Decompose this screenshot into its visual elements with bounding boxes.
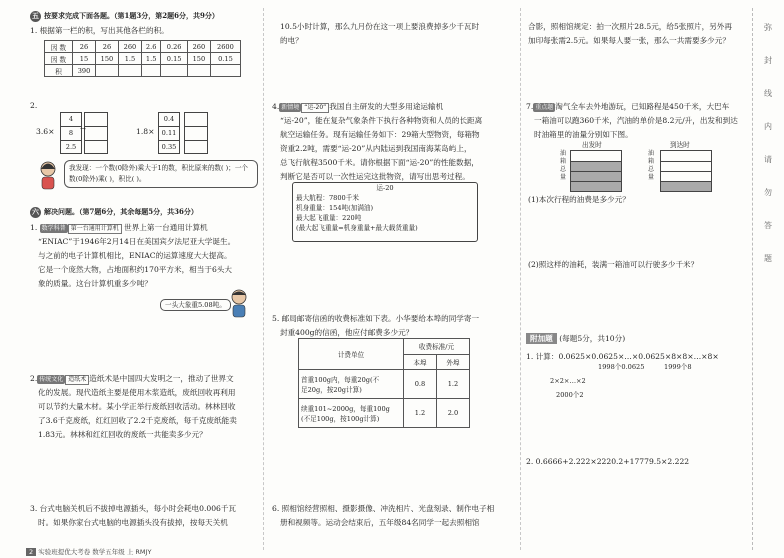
q7-text: 一箱油可以跑360千米，汽油的单价是8.2元/升，出发和到达 [534,116,738,125]
fee-table [298,338,470,428]
q1b-text: “ENIAC”于1946年2月14日在美国宾夕法尼亚大学诞生。 [38,237,236,246]
q2b-text: 1.83元。林林和红红回收的废纸一共能卖多少元？ [38,430,207,439]
seal-char: 勿 [764,188,772,197]
right-top-text: 加印每张需2.5元。如果每人要一张，那么一共需要多少元？ [528,36,730,45]
q4-text: 总飞行航程3500千米。请你根据下面“运-20”的性能数据， [280,158,479,167]
q2b-text: 造纸术是中国四大发明之一，推动了世界文 [89,374,234,383]
right-top-text: 合影，照相馆规定：拍一次照片28.5元，给5张照片，另外再 [528,22,732,31]
q2-right-inputs [158,112,180,154]
table-cell: 15 [73,53,96,65]
mid-top-text: 10.5小时计算，那么九月份在这一项上要浪费掉多少千瓦时 [280,22,480,31]
fee-row2-label1: 续重101~2000g，每重100g [301,405,390,413]
tank-start-label: 出发时 [582,141,602,149]
section5-header [30,9,260,22]
tag-yun20: “运-20” [301,103,329,113]
table-cell: 积 [45,65,73,77]
fee-row1-label [299,370,404,399]
q2-right-answer[interactable] [184,112,208,154]
section5-number: 五 [32,12,39,20]
fee-row1-v2: 1.2 [436,370,469,399]
answer-cell[interactable] [187,65,210,77]
fee-row2-label2: (不足100g，按100g计算) [301,415,380,423]
seal-char: 封 [764,56,772,65]
bonus-title: 附加题 [526,333,557,344]
fee-col-local: 本埠 [404,354,437,370]
table-cell: 0.15 [210,53,240,65]
q5-text: 5. 邮局邮寄信函的收费标准如下表。小华要给本埠的同学寄一 [272,314,480,323]
q2b-text: 化的发展。现代造纸主要是使用木浆造纸，废纸回收再利用 [38,388,236,397]
q4-line1 [272,100,520,113]
q4-text: 判断它是否可以一次性运完这批物资，请写出思考过程。 [280,172,470,181]
table-row [299,339,470,355]
tank-label-right: 油箱总量 [648,150,655,181]
section6-number: 六 [32,208,39,216]
seal-line [752,8,753,550]
table-cell: 1.5 [141,53,160,65]
seal-text [764,22,774,286]
tag-first-computer: 第一台通用计算机 [68,224,122,234]
q2b-line1 [30,372,260,385]
table-cell: 260 [187,41,210,53]
left-column [0,0,262,558]
fee-row1-label2: 足20g，按20g计算) [301,386,362,394]
q7-sub2: (2)照这样的油耗，装满一箱油可以行驶多少千米？ [528,260,699,269]
spec-line: (最大起飞重量=机身重量+最大载货重量) [296,224,418,232]
page-number: 2 [26,548,36,556]
q4-text: 我国自主研发的大型多用途运输机 [329,102,444,111]
tank-label-left: 油箱总量 [560,150,567,181]
spec-line: 最大起飞重量：220吨 [296,214,362,222]
q2-left-answer[interactable] [84,112,108,154]
boy-avatar [228,288,250,318]
fee-row2-label [299,399,404,428]
fuel-tank-end [660,150,712,192]
table-row [45,41,241,53]
table-cell: 390 [73,65,96,77]
q3b-text: 时。如果你家台式电脑的电源插头没有拔掉，按每天关机 [38,518,228,527]
q2b-number: 2. [30,374,38,383]
answer-cell[interactable] [161,65,188,77]
bonus-q2: 2. 0.6666+2.222×2220.2+17779.5×2.222 [526,457,690,466]
q4-text: 资重2.2吨，需要“运-20”从内陆运到我国南海某岛屿上， [280,144,472,153]
bonus-desc: (每题5分，共10分) [559,334,626,343]
table-cell: 因 数 [45,53,73,65]
fee-row2-v1: 1.2 [404,399,437,428]
table-row [299,370,470,399]
fee-row2-v2: 2.0 [436,399,469,428]
column-divider [520,8,521,550]
table-cell: 因 数 [45,41,73,53]
q1b-text: 与之前的电子计算机相比，ENIAC的运算速度大大提高。 [38,251,232,260]
q2-left-val: 8 [61,127,81,141]
girl-avatar [36,160,60,190]
fee-header-left: 计费单位 [299,339,404,370]
spec-line: 最大航程：7800千米 [296,194,359,202]
q7-line1 [526,100,756,113]
q2-left-val: 4 [61,113,81,127]
q7-sub1: (1)本次行程的油费是多少元？ [528,195,630,204]
footer [26,547,151,556]
table-cell: 260 [118,41,141,53]
bonus-q1-frac: 2×2×…×2 [550,377,586,385]
table-row [45,53,241,65]
table-cell: 26 [95,41,118,53]
bonus-q1-under1: 1998个0.0625 [598,363,645,371]
bonus-header [526,332,625,345]
tag-traditional-culture: 传统文化 [39,376,64,383]
q2-right-val: 0.4 [159,113,179,127]
product-table [44,40,241,77]
tag-math-science: 数学科普 [41,225,66,232]
q3b-text: 3. 台式电脑关机后不拔掉电源插头，每小时会耗电0.006千瓦 [30,504,237,513]
fee-row1-v1: 0.8 [404,370,437,399]
table-row [45,65,241,77]
q2b-text: 可以节约大量木材。某小学正举行废纸回收活动。林林回收 [38,402,236,411]
q1b-text: 它是一个庞然大物，占地面积约170平方米，相当于6头大 [38,265,232,274]
table-row [299,399,470,428]
elephant-note: 一头大象重5.08吨。 [160,299,231,311]
q7-text: 时油箱里的油量分别如下图。 [534,130,633,139]
answer-cell[interactable] [95,65,118,77]
table-cell: 0.15 [161,53,188,65]
q1b-text: 世界上第一台通用计算机 [124,223,208,232]
section6-title: 解决问题。（第7题6分，其余每题5分，共36分） [44,207,198,216]
bonus-q1: 1. 计算：0.0625×0.0625×…×0.0625×8×8×…×8× [526,352,719,361]
q2-left-multiplier: 3.6× [36,127,55,136]
mid-top-text: 的电？ [280,36,303,45]
q2-left-inputs [60,112,82,154]
speech-bubble: 我发现：一个数(0除外)乘大于1的数，积比原来的数( )；一个数(0除外)乘( )，积比( )。 [64,160,258,188]
seal-char: 弥 [764,23,772,32]
seal-char: 内 [764,122,772,131]
tag-new-context: 新情境 [281,104,300,111]
seal-char: 题 [764,254,772,263]
table-cell: 150 [187,53,210,65]
q4-text: “运-20”，能在复杂气象条件下执行各种物资和人员的长距离 [280,116,483,125]
seal-char: 请 [764,155,772,164]
table-cell: 2.6 [141,41,160,53]
fee-col-remote: 外埠 [436,354,469,370]
spec-line: 机身重量：154吨(加满油) [296,204,374,212]
table-cell: 150 [95,53,118,65]
section6-header [30,205,260,218]
q1b-line1: 1. 数学科普 第一台通用计算机 世界上第一台通用计算机 [30,223,208,232]
q6-text: 6. 照相馆经营照相、摄影摄像、冲洗相片、光盘刻录、制作电子相 [272,504,495,513]
table-cell: 1.5 [118,53,141,65]
bonus-q1-under2: 1999个8 [664,363,692,371]
bonus-q1-frac-under: 2000个2 [556,391,584,399]
q2-left-val: 2.5 [65,143,77,151]
tag-key-question: 重点题 [535,104,554,111]
q1b-text: 象的质量。这台计算机重多少吨？ [38,279,152,288]
middle-column [270,0,520,558]
q2-label: 2. [30,101,38,110]
tank-end-label: 到达时 [670,141,690,149]
table-cell: 2600 [210,41,240,53]
q4-text: 航空运输任务。现有运输任务如下：29箱大型物资，每箱物 [280,130,480,139]
answer-cell[interactable] [118,65,141,77]
q2b-text: 了3.6千克废纸，红红回收了2.2千克废纸，每千克废纸能卖 [38,416,237,425]
column-divider [263,8,264,550]
footer-text: 实验班提优大考卷 数学五年级 上 RMJY [38,548,152,556]
q2-right-multiplier: 1.8× [136,127,155,136]
table-cell: 26 [73,41,96,53]
answer-cell[interactable] [141,65,160,77]
spec-box [292,182,478,242]
q7-number: 7. [526,102,534,111]
arrow-icon: → [80,125,86,133]
q6-text: 册和视频等。运动会结束后，五年级84名同学一起去照相馆 [280,518,480,527]
seal-char: 线 [764,89,772,98]
right-column [526,0,756,558]
section5-title: 按要求完成下面各题。（第1题3分，第2题6分，共9分） [44,11,219,20]
q2-right-val: 0.11 [159,127,179,141]
answer-cell[interactable] [210,65,240,77]
seal-char: 答 [764,221,772,230]
q7-text: 淘气全车去外地游玩，已知路程是450千米，大巴车 [555,102,730,111]
tag-papermaking: 造纸术 [65,375,89,385]
q1-text: 1. 根据第一栏的积，写出其他各栏的积。 [30,26,169,35]
fee-row1-label1: 首重100g内，每重20g(不 [301,376,380,384]
q2-right-val: 0.35 [161,143,177,151]
table-cell: 0.26 [161,41,188,53]
q5-text: 封重400g的信函，他应付邮费多少元？ [280,328,414,337]
fee-header-top: 收费标准/元 [404,339,470,355]
fuel-tank-start [570,150,622,192]
spec-title: 运-20 [376,184,394,192]
q4-number: 4. [272,102,280,111]
